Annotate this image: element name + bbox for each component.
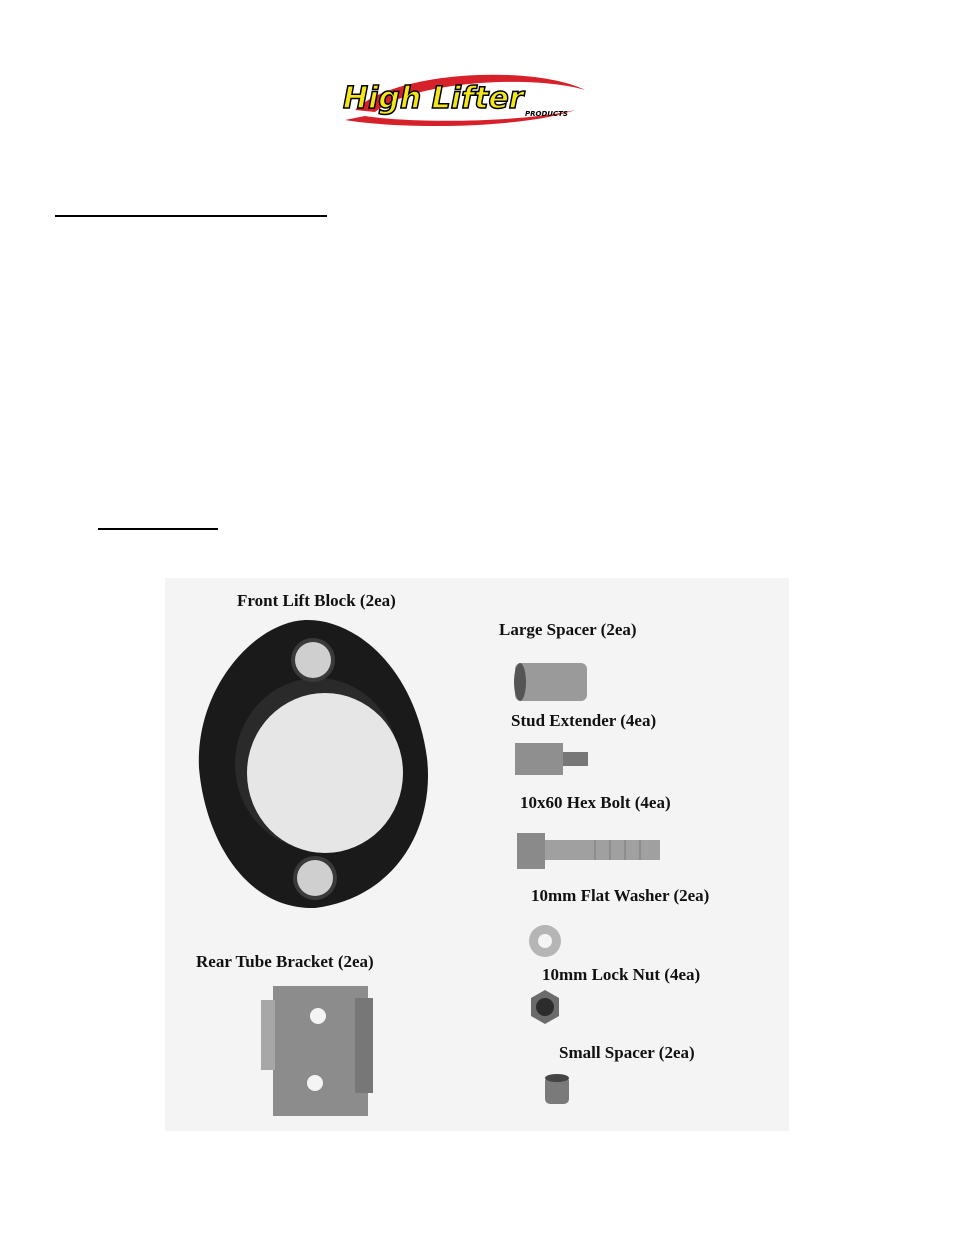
svg-text:High Lifter: High Lifter xyxy=(343,81,524,116)
high-lifter-logo xyxy=(335,70,595,130)
small-spacer-image xyxy=(545,1074,569,1104)
hex-bolt-image xyxy=(517,833,660,869)
subheading-underline xyxy=(98,528,218,530)
svg-text:PRODUCTS: PRODUCTS xyxy=(525,110,568,118)
rear-tube-bracket-image xyxy=(261,986,373,1116)
parts-illustration xyxy=(165,578,789,1131)
rear-tube-bracket-label: Rear Tube Bracket (2ea) xyxy=(196,952,374,971)
stud-extender-image xyxy=(515,743,588,775)
front-lift-block-label: Front Lift Block (2ea) xyxy=(237,591,396,610)
logo-graphic xyxy=(335,70,595,130)
large-spacer-label: Large Spacer (2ea) xyxy=(499,620,637,639)
front-lift-block-image xyxy=(199,620,428,908)
small-spacer-label: Small Spacer (2ea) xyxy=(559,1043,695,1062)
stud-extender-label: Stud Extender (4ea) xyxy=(511,711,657,730)
lock-nut-label: 10mm Lock Nut (4ea) xyxy=(542,965,701,984)
kit-parts-photo xyxy=(165,578,789,1131)
hex-bolt-label: 10x60 Hex Bolt (4ea) xyxy=(520,793,671,812)
lock-nut-image xyxy=(531,990,559,1024)
large-spacer-image xyxy=(514,663,587,701)
flat-washer-image xyxy=(529,925,561,957)
flat-washer-label: 10mm Flat Washer (2ea) xyxy=(531,886,710,905)
heading-underline xyxy=(55,215,327,217)
